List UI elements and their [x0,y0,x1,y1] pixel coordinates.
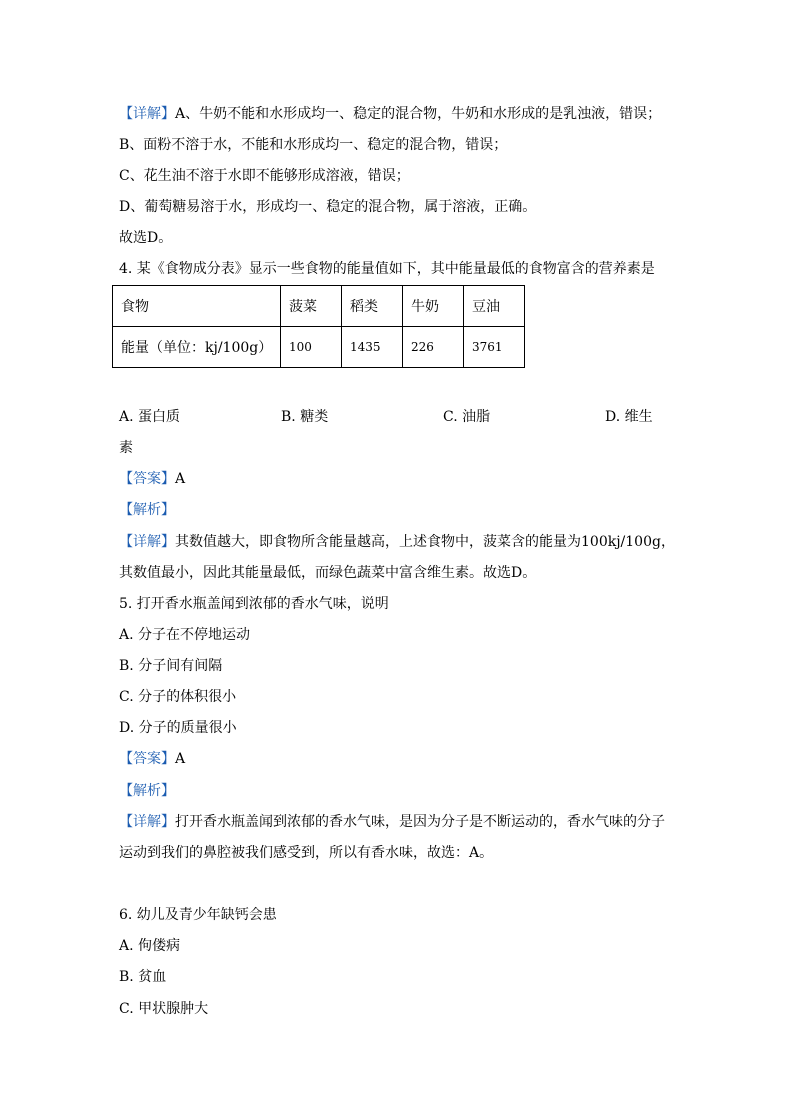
table-cell: 226 [403,327,464,368]
table-cell: 菠菜 [281,286,342,327]
detail-tag: 【详解】 [119,534,175,550]
q4-answer [119,469,185,489]
q5-answer [119,749,185,769]
q4-option-d-wrap: 素 [119,440,133,456]
table-cell: 1435 [342,327,403,368]
table-cell: 豆油 [464,286,525,327]
q6-option-a: A. 佝偻病 [119,938,181,954]
q4-option-a: A. 蛋白质 [119,409,181,425]
detail-text: 打开香水瓶盖闻到浓郁的香水气味，是因为分子是不断运动的，香水气味的分子 [175,814,665,830]
q5-option-a: A. 分子在不停地运动 [119,627,251,643]
q3-detail-c: C、花生油不溶于水即不能够形成溶液，错误； [119,168,410,184]
q3-detail-a [119,104,661,124]
table-cell: 牛奶 [403,286,464,327]
q5-option-d: D. 分子的质量很小 [119,720,237,736]
q5-analysis-tag: 【解析】 [119,783,175,799]
q3-detail-b: B、面粉不溶于水，不能和水形成均一、稳定的混合物，错误； [119,137,508,153]
table-cell: 稻类 [342,286,403,327]
detail-text: 其数值越大，即食物所含能量越高，上述食物中，菠菜含的能量为100kj/100g， [175,534,675,550]
q4-analysis-tag: 【解析】 [119,502,175,518]
detail-tag: 【详解】 [119,106,175,122]
q4-detail-2: 其数值最小，因此其能量最低，而绿色蔬菜中富含维生素。故选D。 [119,565,537,581]
answer-tag: 【答案】 [119,751,175,767]
table-cell: 100 [281,327,342,368]
q6-option-c: C. 甲状腺肿大 [119,1001,209,1017]
q4-question: 4. 某《食物成分表》显示一些食物的能量值如下，其中能量最低的食物富含的营养素是 [119,261,655,277]
q4-option-b: B. 糖类 [281,409,329,425]
table-row [113,327,525,368]
q5-option-b: B. 分子间有间隔 [119,658,223,674]
q5-question: 5. 打开香水瓶盖闻到浓郁的香水气味，说明 [119,596,389,612]
q5-detail-2: 运动到我们的鼻腔被我们感受到，所以有香水味，故选：A。 [119,845,494,861]
q5-option-c: C. 分子的体积很小 [119,689,237,705]
q4-option-c: C. 油脂 [443,409,491,425]
q3-conclusion: 故选D。 [119,230,173,246]
q4-detail-1 [119,532,675,552]
q3-detail-d: D、葡萄糖易溶于水，形成均一、稳定的混合物，属于溶液，正确。 [119,199,537,215]
detail-tag: 【详解】 [119,814,175,830]
table-cell: 食物 [113,286,281,327]
q5-detail-1 [119,812,665,832]
q6-question: 6. 幼儿及青少年缺钙会患 [119,907,277,923]
q6-option-b: B. 贫血 [119,969,167,985]
detail-text: A、牛奶不能和水形成均一、稳定的混合物，牛奶和水形成的是乳浊液，错误； [175,106,662,122]
answer-tag: 【答案】 [119,471,175,487]
answer-value: A [175,471,186,487]
table-row [113,286,525,327]
q4-option-d: D. 维生 [605,409,653,425]
table-cell: 能量（单位：kj/100g） [113,327,281,368]
table-cell: 3761 [464,327,525,368]
food-energy-table [112,285,525,368]
answer-value: A [175,751,186,767]
